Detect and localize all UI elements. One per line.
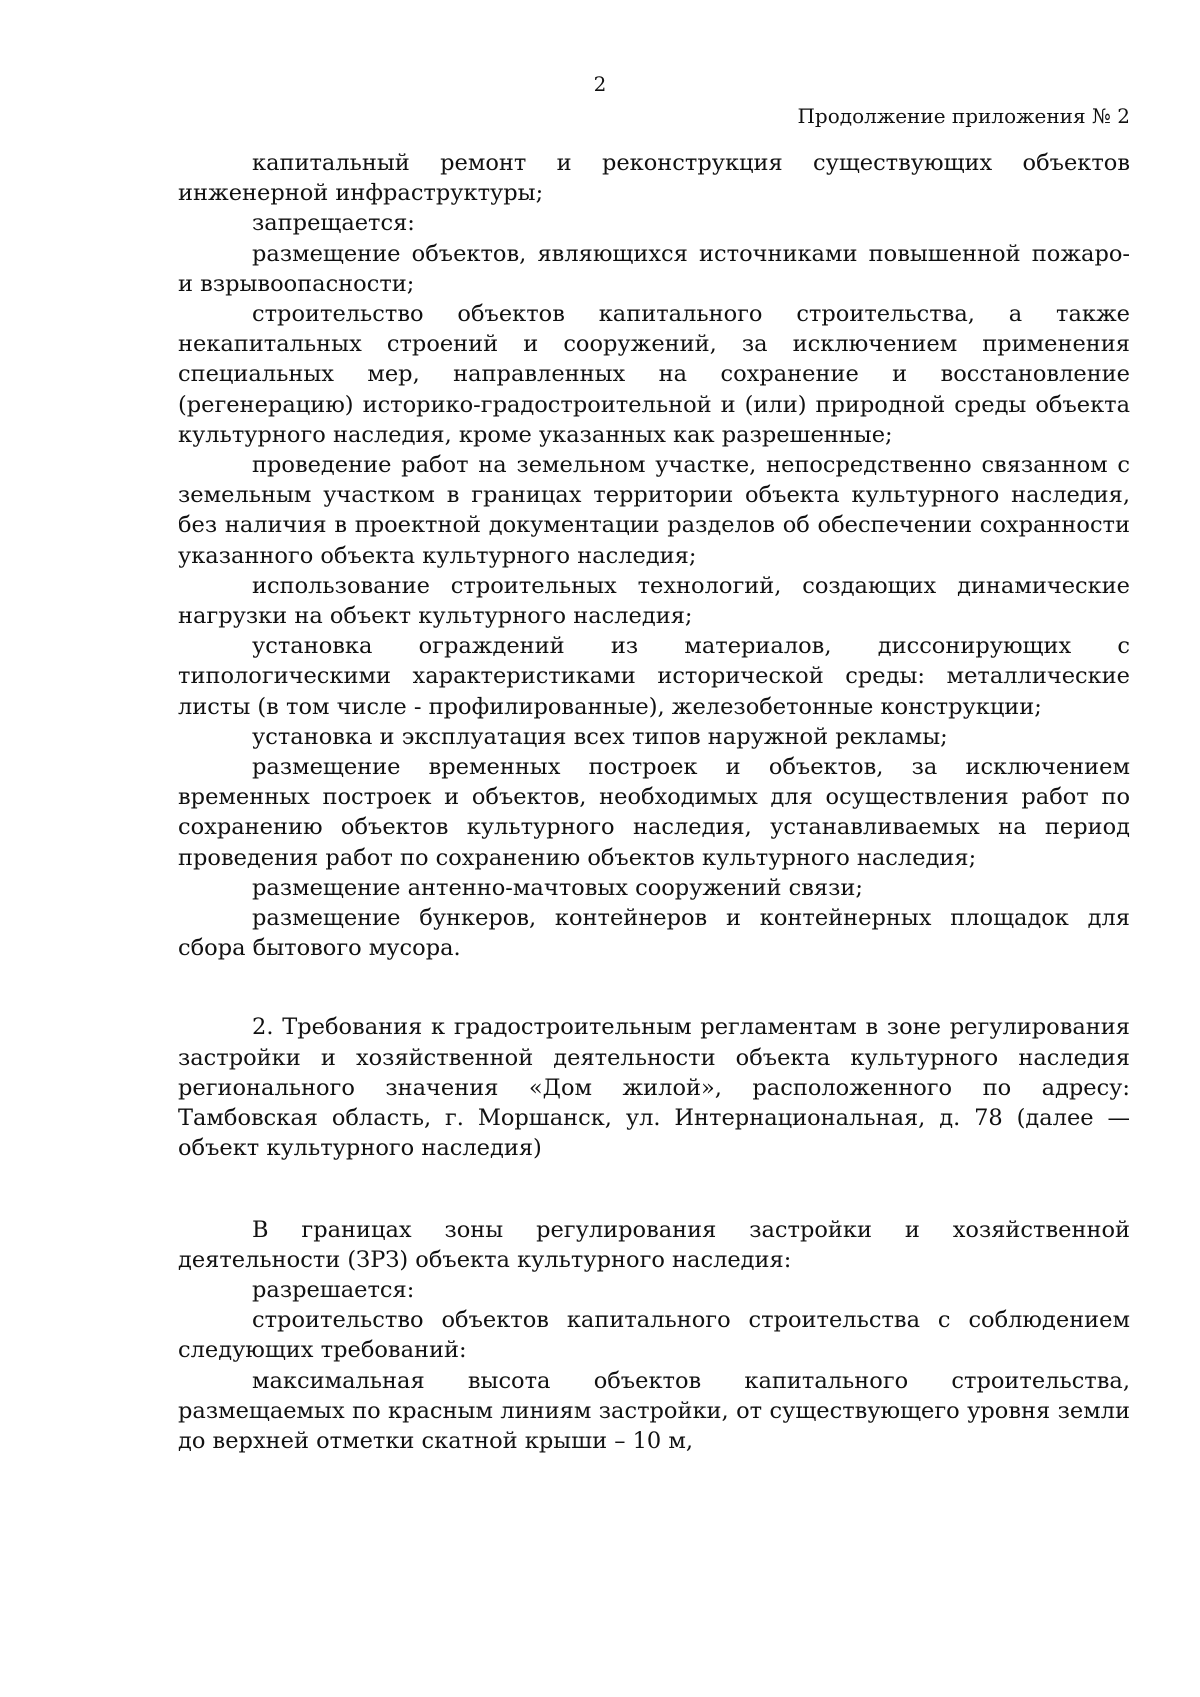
page-number: 2 bbox=[593, 72, 607, 96]
paragraph: размещение объектов, являющихся источниками повышенной пожаро- и взрывоопасности; bbox=[178, 240, 1130, 297]
paragraph: строительство объектов капитального строительства с соблюдением следующих требований: bbox=[178, 1307, 1130, 1364]
appendix-continuation-label: Продолжение приложения № 2 bbox=[797, 104, 1130, 128]
section-gap bbox=[178, 963, 1130, 1012]
paragraph: проведение работ на земельном участке, непосредственно связанном с земельным участком в границах территории объекта культурного наследия, без наличия в проектной документации разделов об обеспечении сохранности указанного объекта культурного наследия; bbox=[178, 452, 1130, 569]
paragraph: размещение антенно-мачтовых сооружений связи; bbox=[252, 874, 863, 901]
paragraph: строительство объектов капитального строительства, а также некапитальных строений и сооружений, за исключением применения специальных мер, направленных на сохранение и восстановление (регенерацию) историко-градостроительной и (или) природной среды объекта культурного наследия, кроме указанных как разрешенные; bbox=[178, 301, 1130, 448]
paragraph: установка и эксплуатация всех типов наружной рекламы; bbox=[252, 723, 948, 750]
section-heading: 2. Требования к градостроительным регламентам в зоне регулирования застройки и хозяйственной деятельности объекта культурного наследия регионального значения «Дом жилой», расположенного по адресу: Тамбовская область, г. Моршанск, ул. Интернациональная, д. 78 (далее — объект культурного наследия) bbox=[178, 1014, 1130, 1162]
document-body bbox=[178, 148, 1130, 1456]
paragraph: использование строительных технологий, создающих динамические нагрузки на объект культурного наследия; bbox=[178, 572, 1130, 630]
paragraph: капитальный ремонт и реконструкция существующих объектов инженерной инфраструктуры; bbox=[178, 150, 1130, 207]
paragraph: размещение бункеров, контейнеров и контейнерных площадок для сбора бытового мусора. bbox=[178, 905, 1130, 962]
paragraph: максимальная высота объектов капитального строительства, размещаемых по красным линиям застройки, от существующего уровня земли до верхней отметки скатной крыши – 10 м, bbox=[178, 1367, 1130, 1454]
section-gap bbox=[178, 1164, 1130, 1215]
paragraph: разрешается: bbox=[252, 1276, 415, 1303]
paragraph: размещение временных построек и объектов, за исключением временных построек и объектов, необходимых для осуществления работ по сохранению объектов культурного наследия, устанавливаемых на период проведения работ по сохранению объектов культурного наследия; bbox=[178, 754, 1130, 871]
paragraph: запрещается: bbox=[252, 210, 415, 237]
paragraph: установка ограждений из материалов, диссонирующих с типологическими характеристиками исторической среды: металлические листы (в том числе - профилированные), железобетонные конструкции; bbox=[178, 633, 1130, 720]
paragraph: В границах зоны регулирования застройки и хозяйственной деятельности (ЗРЗ) объекта культурного наследия: bbox=[178, 1216, 1130, 1273]
